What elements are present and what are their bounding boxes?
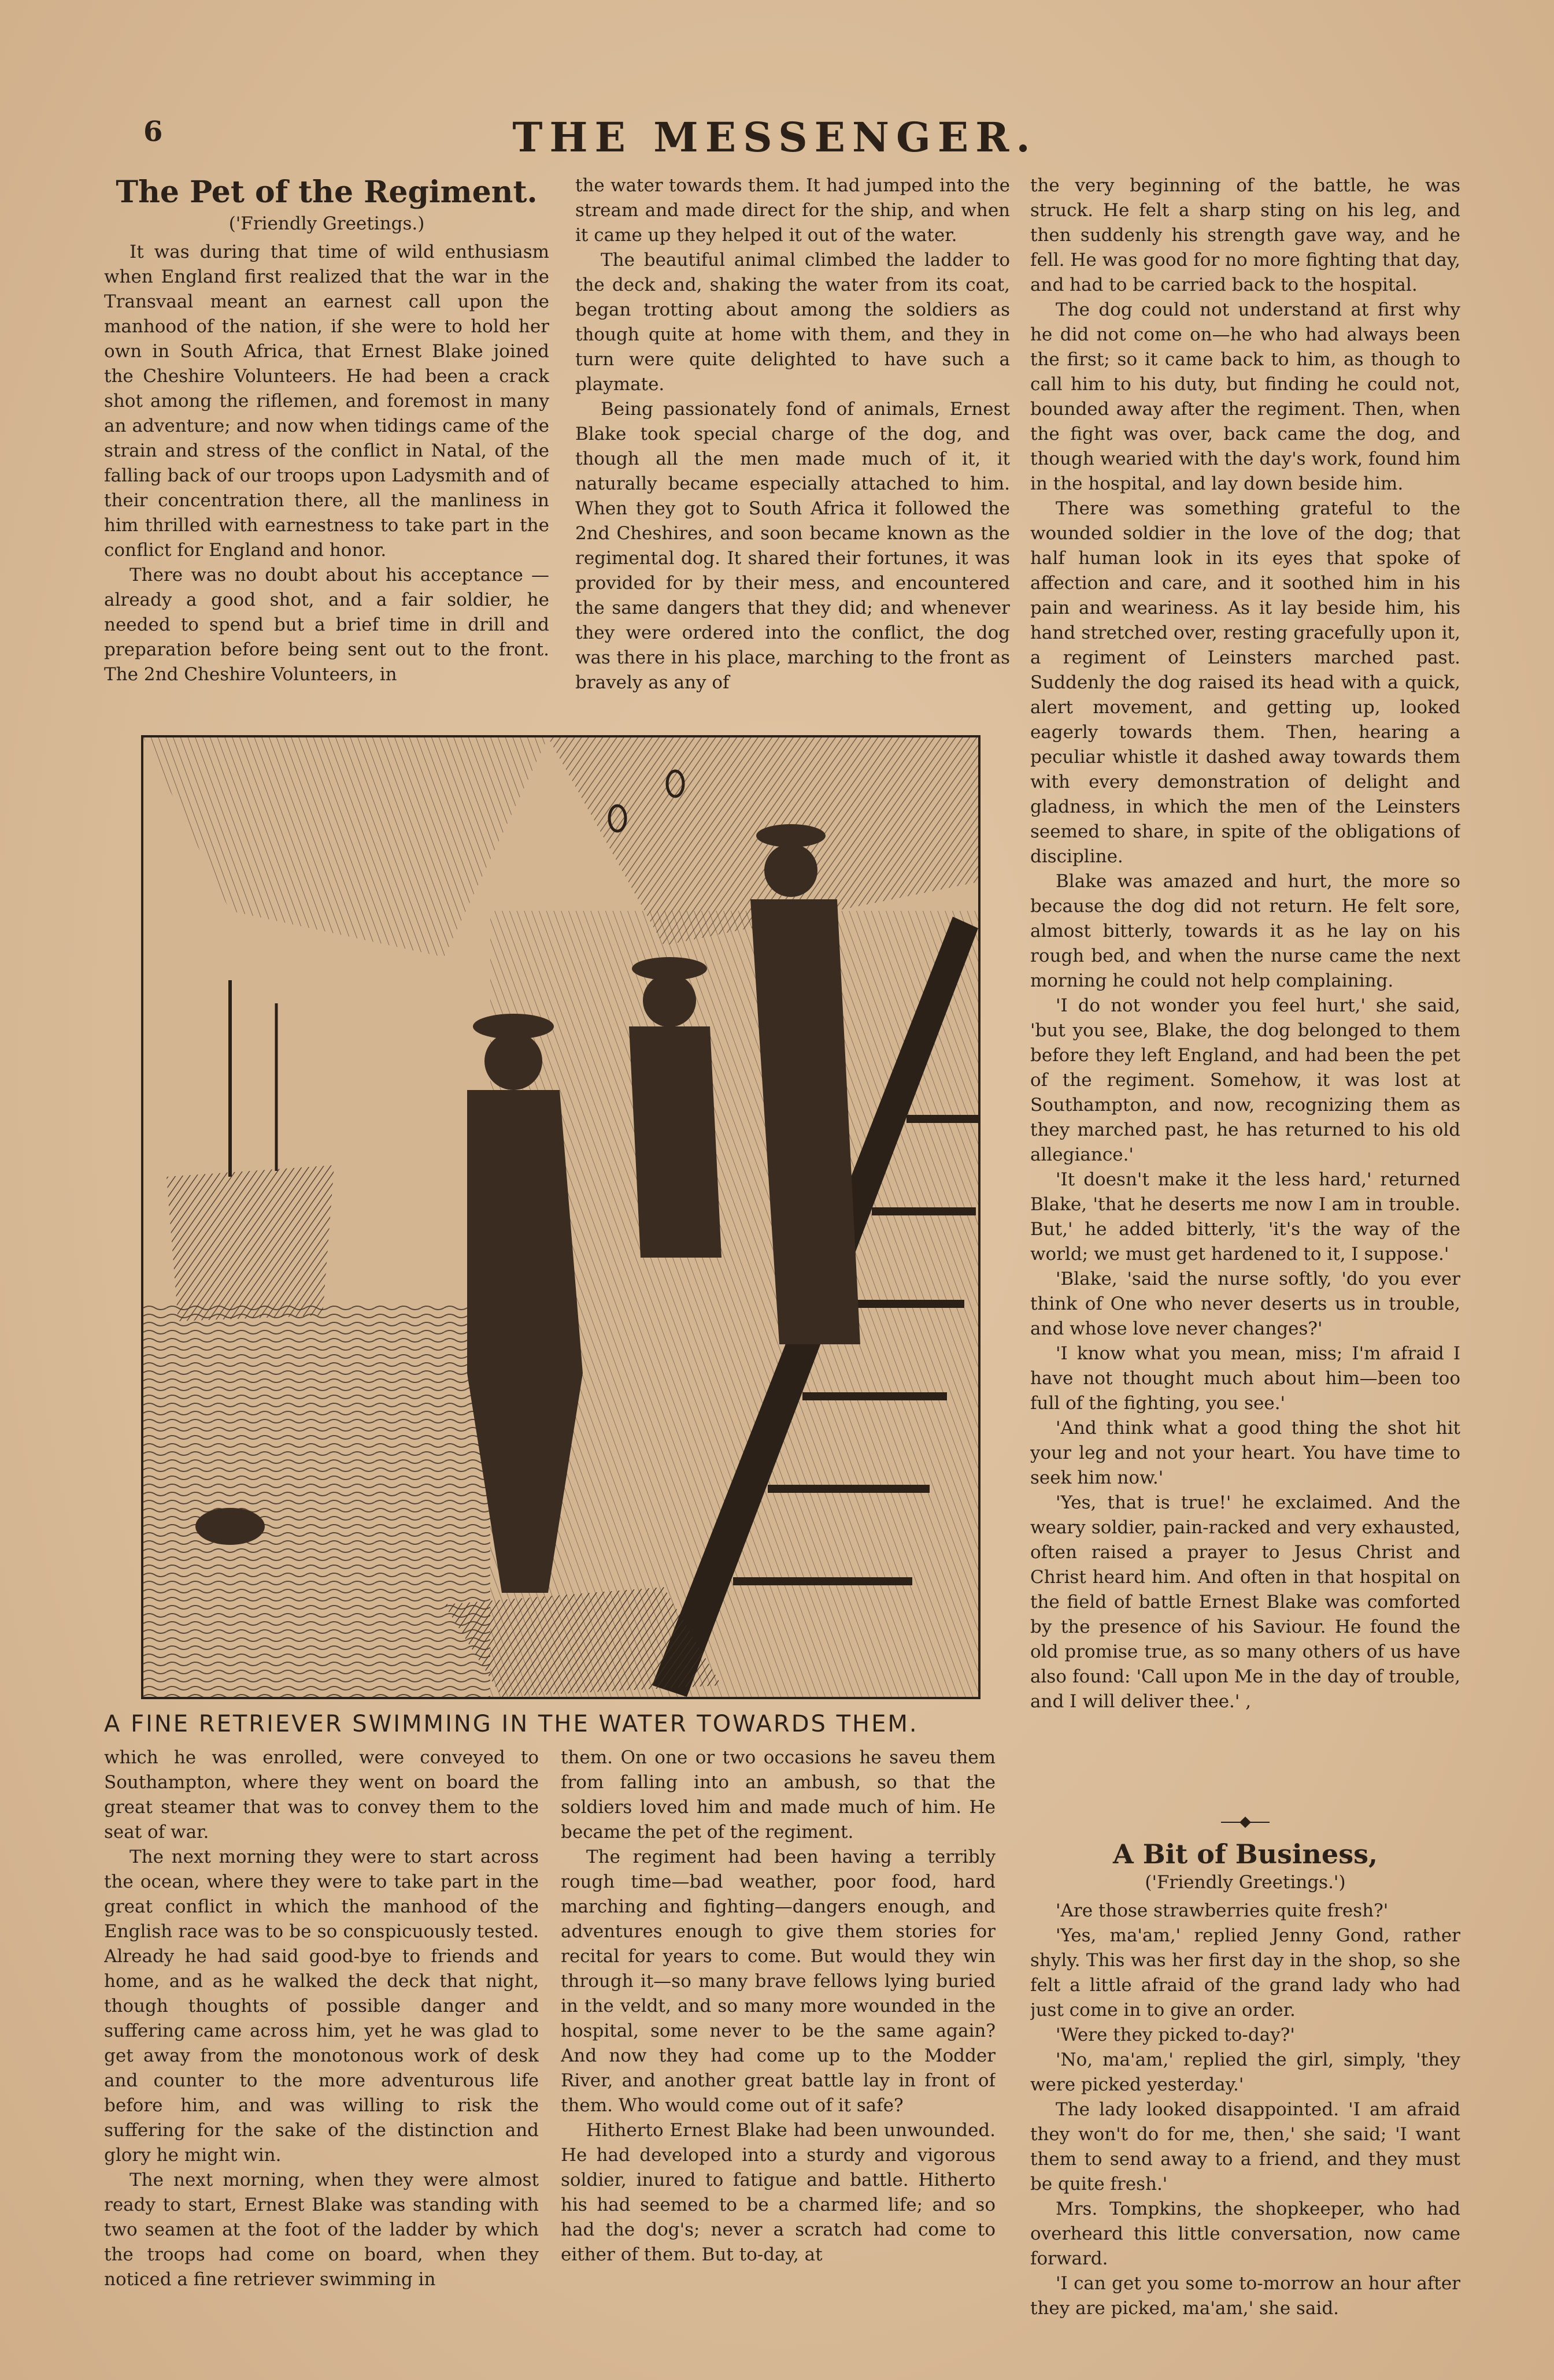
paragraph: them. On one or two occasions he saveu them from falling into an ambush, so that the soldiers loved him and made much of him. He became the pet of the regiment.: [561, 1747, 996, 1843]
column-3-bottom: [1030, 1809, 1460, 2364]
illustration-caption: A FINE RETRIEVER SWIMMING IN THE WATER TOWARDS THEM.: [104, 1711, 919, 1737]
paragraph: 'I do not wonder you feel hurt,' she said, 'but you see, Blake, the dog belonged to them before they left England, and had been the pet of the regiment. Somehow, it was lost at Southampton, and now, recognizing them as they marched past, he has returned to his old allegiance.': [1030, 995, 1460, 1165]
paragraph: The lady looked disappointed. 'I am afraid they won't do for me, then,' she said; 'I want them to send away to a friend, and they must be quite fresh.': [1030, 2099, 1460, 2194]
column-2-bottom: [561, 1745, 996, 2358]
engraving-illustration: [141, 735, 980, 1699]
article-source: ('Friendly Greetings.): [228, 213, 425, 234]
paragraph: 'I can get you some to-morrow an hour after they are picked, ma'am,' she said.: [1030, 2273, 1460, 2319]
paragraph: 'Blake, 'said the nurse softly, 'do you ever think of One who never deserts us in trouble, and whose love never changes?': [1030, 1269, 1460, 1339]
paragraph: There was no doubt about his acceptance —already a good shot, and a fair soldier, he needed to spend but a brief time in drill and preparation before being sent out to the front. The 2nd Cheshire Volunteers, in: [104, 565, 549, 685]
paragraph: 'It doesn't make it the less hard,' returned Blake, 'that he deserts me now I am in trouble. But,' he added bitterly, 'it's the way of the world; we must get hardened to it, I suppose.': [1030, 1169, 1460, 1265]
article-title: The Pet of the Regiment.: [116, 175, 538, 210]
paragraph: 'Are those strawberries quite fresh?': [1056, 1900, 1389, 1921]
paragraph: 'Yes, ma'am,' replied Jenny Gond, rather shyly. This was her first day in the shop, so she felt a little afraid of the grand lady who had just come in to give an order.: [1030, 1925, 1460, 2021]
paragraph: 'Yes, that is true!' he exclaimed. And the weary soldier, pain-racked and very exhausted, often raised a prayer to Jesus Christ and Christ heard him. And often in that hospital on the field of battle Ernest Blake was comforted by the presence of his Saviour. He found the old promise true, as so many others of us have also found: 'Call upon Me in the day of trouble, and I will deliver thee.' ,: [1030, 1492, 1460, 1712]
paragraph: the very beginning of the battle, he was struck. He felt a sharp sting on his leg, and then suddenly his strength gave way, and he fell. He was good for no more fighting that day, and had to be carried back to the hospital.: [1030, 175, 1460, 295]
page-number: 6: [143, 116, 163, 148]
paragraph: the water towards them. It had jumped into the stream and made direct for the ship, and when it came up they helped it out of the water.: [575, 175, 1010, 246]
paragraph: The beautiful animal climbed the ladder to the deck and, shaking the water from its coat, began trotting about among the soldiers as though quite at home with them, and they in turn were quite delighted to have such a playmate.: [575, 250, 1010, 395]
paragraph: The dog could not understand at first why he did not come on—he who had always been the first; so it came back to him, as though to call him to his duty, but finding he could not, bounded away after the regiment. Then, when the fight was over, back came the dog, and though wearied with the day's work, found him in the hospital, and lay down beside him.: [1030, 299, 1460, 494]
paragraph: It was during that time of wild enthusiasm when England first realized that the war in the Transvaal meant an earnest call upon the manhood of the nation, if she were to hold her own in South Africa, that Ernest Blake joined the Cheshire Volunteers. He had been a crack shot among the riflemen, and foremost in many an adventure; and now when tidings came of the strain and stress of the conflict in Natal, of the falling back of our troops upon Ladysmith and of their concentration there, all the manliness in him thrilled with earnestness to take part in the conflict for England and honor.: [104, 242, 549, 561]
paragraph: 'And think what a good thing the shot hit your leg and not your heart. You have time to seek him now.': [1030, 1418, 1460, 1488]
paragraph: The next morning they were to start across the ocean, where they were to take part in the great conflict in which the manhood of the English race was to be so conspicuously tested. Already he had said good-bye to friends and home, and as he walked the deck that night, though thoughts of possible danger and suffering came across him, yet he was glad to get away from the monotonous work of desk and counter to the more adventurous life before him, and was willing to risk the suffering for the sake of the distinction and glory he might win.: [104, 1847, 539, 2166]
paragraph: The regiment had been having a terribly rough time—bad weather, poor food, hard marching and fighting—dangers enough, and adventures enough to give them stories for recital for years to come. But would they win through it—so many brave fellows lying buried in the veldt, and so many more wounded in the hospital, some never to be the same again? And now they had come up to the Modder River, and another great battle lay in front of them. Who would come out of it safe?: [561, 1847, 996, 2116]
column-2-top: [575, 173, 1010, 717]
paragraph: Hitherto Ernest Blake had been unwounded. He had developed into a sturdy and vigorous soldier, inured to fatigue and battle. Hitherto his had seemed to be a charmed life; and so had the dog's; never a scratch had come to either of them. But to-day, at: [561, 2120, 996, 2265]
paragraph: 'Were they picked to-day?': [1056, 2025, 1295, 2045]
column-1-bottom: [104, 1745, 539, 2358]
article-divider: [1030, 1812, 1460, 1832]
paragraph: Blake was amazed and hurt, the more so because the dog did not return. He felt sore, almost bitterly, towards it as he lay on his rough bed, and when the nurse came the next morning he could not help complaining.: [1030, 871, 1460, 991]
column-3: [1030, 173, 1460, 1884]
masthead: THE MESSENGER.: [512, 113, 1037, 161]
column-1-top: [104, 173, 549, 717]
paragraph: There was something grateful to the wounded soldier in the love of the dog; that half human look in its eyes that spoke of affection and care, and it soothed him in his pain and weariness. As it lay beside him, his hand stretched over, resting gracefully upon it, a regiment of Leinsters marched past. Suddenly the dog raised its head with a quick, alert movement, and getting up, looked eagerly towards them. Then, hearing a peculiar whistle it dashed away towards them with every demonstration of delight and gladness, in which the men of the Leinsters seemed to share, in spite of the obligations of discipline.: [1030, 498, 1460, 867]
paragraph: 'I know what you mean, miss; I'm afraid I have not thought much about him—been too full of the fighting, you see.': [1030, 1343, 1460, 1414]
paragraph: Being passionately fond of animals, Ernest Blake took special charge of the dog, and though all the men made much of it, it naturally became especially attached to him. When they got to South Africa it followed the 2nd Cheshires, and soon became known as the regimental dog. It shared their fortunes, it was provided for by their mess, and encountered the same dangers that they did; and whenever they were ordered into the conflict, the dog was there in his place, marching to the front as bravely as any of: [575, 399, 1010, 693]
paragraph: Mrs. Tompkins, the shopkeeper, who had overheard this little conversation, now came forward.: [1030, 2199, 1460, 2269]
article-source: ('Friendly Greetings.'): [1145, 1872, 1346, 1893]
paragraph: which he was enrolled, were conveyed to Southampton, where they went on board the great steamer that was to convey them to the seat of war.: [104, 1747, 539, 1843]
paragraph: 'No, ma'am,' replied the girl, simply, 'they were picked yesterday.': [1030, 2049, 1460, 2095]
paragraph: The next morning, when they were almost ready to start, Ernest Blake was standing with two seamen at the foot of the ladder by which the troops had come on board, when they noticed a fine retriever swimming in: [104, 2170, 539, 2290]
article-title: A Bit of Business,: [1112, 1838, 1378, 1870]
ship-ladder-engraving: [143, 737, 978, 1697]
